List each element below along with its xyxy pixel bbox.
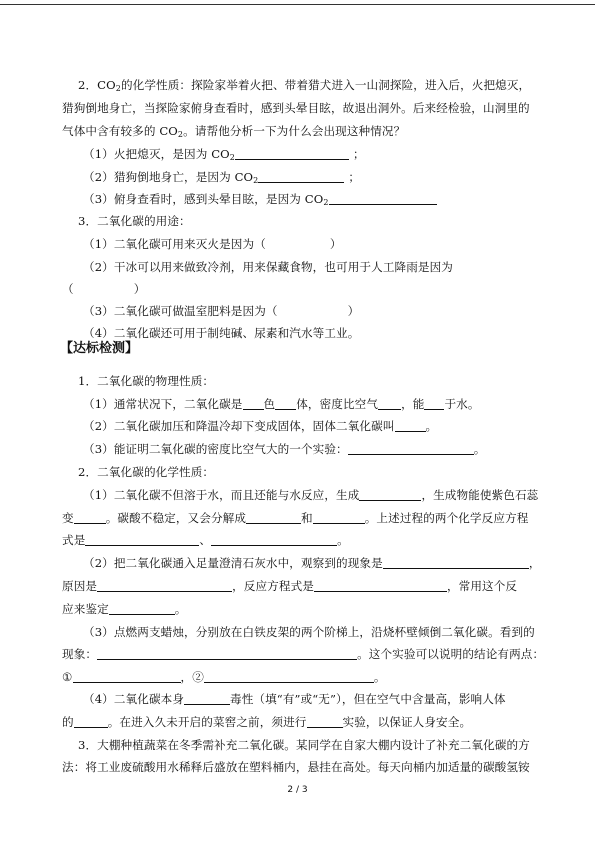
c2-item3-l1: （3）点燃两支蜡烛，分别放在白铁皮架的两个阶梯上，沿烧杯壁倾倒二氧化碳。看到的 — [83, 625, 535, 639]
c2-item4-l1: （4）二氧化碳本身 毒性（填“有”或“无”），但在空气中含量高，影响人体 — [83, 692, 506, 706]
q2-line3: 气体中含有较多的 $CO_2$。请帮他分析一下为什么会出现这种情况？ — [62, 124, 406, 139]
blank — [395, 420, 426, 432]
c1-item3: （3）能证明二氧化碳的密度比空气大的一个实验： 。 — [83, 442, 486, 456]
blank — [74, 716, 108, 728]
c2-item2-l3: 应来鉴定 。 — [62, 602, 187, 616]
blank — [314, 580, 447, 592]
blank — [383, 557, 529, 569]
c2-item2-l1: （2）把二氧化碳通入足量澄清石灰水中，观察到的现象是 ， — [83, 556, 541, 570]
q3-item4: （4）二氧化碳还可用于制纯碱、尿素和汽水等工业。 — [83, 326, 360, 340]
q3-title: 3．二氧化碳的用途： — [78, 214, 191, 228]
c3-line1: 3．大棚种植蔬菜在冬季需补充二氧化碳。某同学在自家大棚内设计了补充二氧化碳的方 — [78, 738, 530, 752]
blank — [378, 398, 401, 410]
c2-item1-l2: 变 。碳酸不稳定，又会分解成 和 。上述过程的两个化学反应方程 — [62, 511, 529, 525]
c1-title: 1．二氧化碳的物理性质： — [78, 374, 215, 388]
blank — [246, 512, 301, 524]
c2-title: 2．二氧化碳的化学性质： — [78, 465, 215, 479]
c1-item1: （1）通常状况下，二氧化碳是 色 体，密度比空气 ，能 于水。 — [83, 397, 480, 411]
blank — [258, 171, 344, 183]
blank — [211, 534, 337, 546]
c2-item3-l2: 现象： 。这个实验可以说明的结论有两点： — [62, 647, 545, 661]
section-title: 【达标检测】 — [60, 341, 139, 356]
blank — [184, 693, 230, 705]
q2-line2: 猎狗倒地身亡，当探险家俯身查看时，感到头晕目眩，故退出洞外。后来经检验，山洞里的 — [62, 101, 530, 115]
blank — [243, 398, 264, 410]
c3-line2: 法：将工业废硫酸用水稀释后盛放在塑料桶内，悬挂在高处。每天向桶内加适量的碳酸氢铵 — [62, 760, 530, 774]
blank — [109, 603, 175, 615]
c2-item1-l1: （1）二氧化碳不但溶于水，而且还能与水反应，生成 ，生成物能使紫色石蕊 — [83, 488, 539, 502]
blank — [359, 489, 421, 501]
q3-item1: （1）二氧化碳可用来灭火是因为（ ） — [83, 237, 342, 251]
page-number: 2 / 3 — [287, 785, 308, 795]
blank — [74, 512, 106, 524]
c2-item3-l3: ① ，② 。 — [62, 670, 386, 684]
blank — [97, 648, 357, 660]
q3-item2-cont: （ ） — [62, 282, 146, 296]
q2-line1: 2．$CO_2$的化学性质：探险家举着火把、带着猎犬进入一山洞探险，进入后，火把熄灭， — [78, 78, 531, 93]
blank — [348, 443, 474, 455]
q3-item3: （3）二氧化碳可做温室肥料是因为（ ） — [83, 304, 360, 318]
blank — [97, 580, 232, 592]
blank — [307, 716, 343, 728]
q2-item1: （1）火把熄灭，是因为 $CO_2$ ； — [83, 147, 365, 162]
blank — [275, 398, 296, 410]
q2-item3: （3）俯身查看时，感到头晕目眩，是因为 $CO_2$ — [83, 192, 437, 210]
blank — [204, 671, 374, 683]
c2-item4-l2: 的 。在进入久未开启的菜窖之前，须进行 实验，以保证人身安全。 — [62, 715, 472, 729]
q2-item2: （2）猎狗倒地身亡，是因为 $CO_2$ ； — [83, 170, 361, 185]
top-border — [0, 4, 595, 5]
q3-item2: （2）干冰可以用来做致冷剂，用来保藏食物，也可用于人工降雨是因为 — [83, 260, 453, 274]
c2-item1-l3: 式是 、 。 — [62, 533, 349, 547]
blank — [73, 671, 181, 683]
c1-item2: （2）二氧化碳加压和降温冷却下变成固体，固体二氧化碳叫 。 — [83, 419, 438, 433]
blank — [85, 534, 199, 546]
c2-item2-l2: 原因是 ，反应方程式是 ，常用这个反 — [62, 579, 518, 593]
blank — [235, 148, 349, 160]
blank — [329, 193, 437, 205]
blank — [313, 512, 365, 524]
blank — [424, 398, 444, 410]
